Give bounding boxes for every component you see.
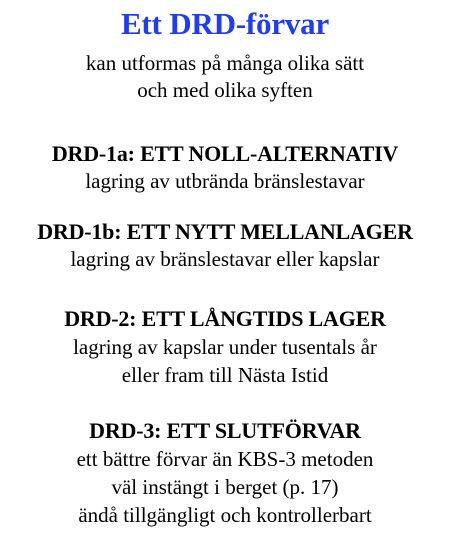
- section-line: lagring av kapslar under tusentals år: [73, 335, 377, 359]
- section-line: lagring av bränslestavar eller kapslar: [70, 247, 380, 271]
- section-line: ändå tillgängligt och kontrollerbart: [78, 503, 372, 527]
- intro-line: och med olika syften: [137, 78, 313, 102]
- section-heading: DRD-2: ETT LÅNGTIDS LAGER: [64, 306, 386, 331]
- section-drd-1b: [0, 218, 450, 273]
- section-drd-3: [0, 417, 450, 529]
- section-heading: DRD-1a: ETT NOLL-ALTERNATIV: [51, 141, 399, 166]
- section-drd-1a: [0, 140, 450, 195]
- section-drd-2: [0, 305, 450, 389]
- page-title: Ett DRD-förvar: [120, 6, 330, 41]
- intro-line: kan utformas på många olika sätt: [85, 51, 365, 75]
- section-line: eller fram till Nästa Istid: [121, 363, 329, 387]
- section-line: lagring av utbrända bränslestavar: [85, 169, 365, 193]
- intro-text: [0, 50, 450, 104]
- section-line: väl instängt i berget (p. 17): [111, 475, 339, 499]
- section-heading: DRD-1b: ETT NYTT MELLANLAGER: [37, 219, 413, 244]
- section-line: ett bättre förvar än KBS-3 metoden: [76, 447, 374, 471]
- section-heading: DRD-3: ETT SLUTFÖRVAR: [89, 418, 361, 443]
